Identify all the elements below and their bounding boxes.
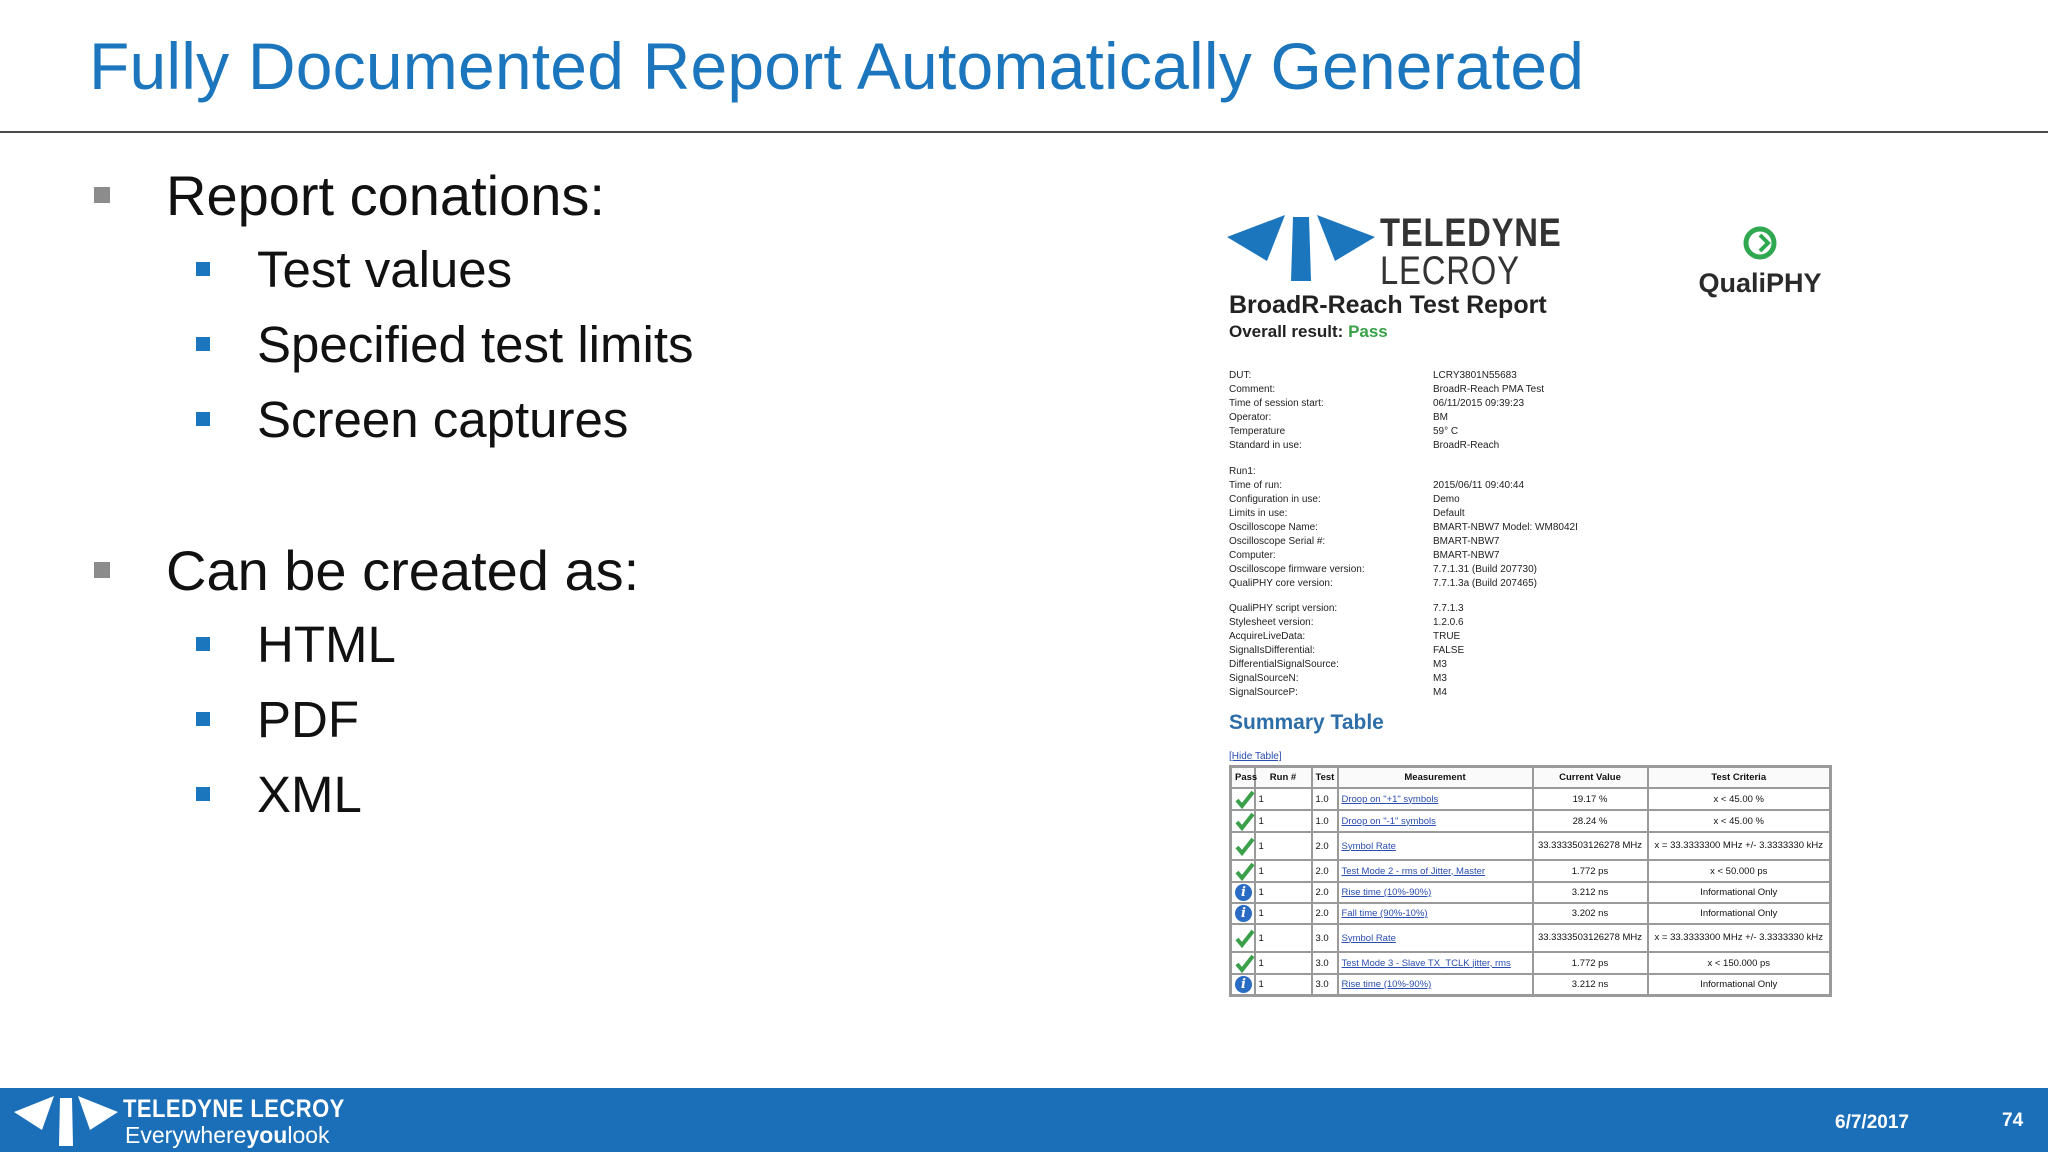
info-value: BroadR-Reach	[1433, 440, 1500, 451]
tagline-post: look	[287, 1122, 330, 1148]
sub-bullet-text: XML	[257, 766, 362, 823]
info-row	[1229, 602, 1733, 616]
sub-bullet-text: Specified test limits	[257, 316, 694, 373]
cell-value: 33.3333503126278 MHz	[1533, 832, 1648, 860]
info-value: FALSE	[1433, 645, 1465, 656]
report-info-session	[1229, 369, 1733, 453]
info-row	[1229, 521, 1733, 535]
report-brand-teledyne: TELEDYNE	[1380, 211, 1562, 255]
summary-table-title: Summary Table	[1229, 711, 1384, 734]
cell-value: 33.3333503126278 MHz	[1533, 924, 1648, 952]
info-key: SignalSourceP:	[1229, 687, 1298, 698]
table-header: Test	[1312, 767, 1338, 789]
info-key: Oscilloscope Serial #:	[1229, 536, 1326, 547]
info-key: Stylesheet version:	[1229, 617, 1314, 628]
table-row	[1231, 788, 1831, 810]
info-row	[1229, 425, 1733, 439]
cell-run: 1	[1255, 882, 1312, 903]
table-header: Pass	[1231, 767, 1255, 789]
info-value: 06/11/2015 09:39:23	[1433, 398, 1525, 409]
bullet-heading	[90, 160, 1140, 232]
cell-test: 3.0	[1312, 952, 1338, 974]
info-key: Oscilloscope Name:	[1229, 522, 1318, 533]
info-value: Default	[1433, 508, 1465, 519]
info-value: 7.7.1.3a (Build 207465)	[1433, 578, 1537, 589]
info-value: M3	[1433, 659, 1447, 670]
teledyne-logo-icon	[1227, 215, 1375, 281]
table-row	[1231, 924, 1831, 952]
info-key: AcquireLiveData:	[1229, 631, 1306, 642]
overall-value: Pass	[1348, 322, 1388, 341]
info-key: Operator:	[1229, 412, 1272, 423]
table-header: Test Criteria	[1648, 767, 1831, 789]
info-key: Standard in use:	[1229, 440, 1302, 451]
cell-value: 1.772 ps	[1533, 952, 1648, 974]
sub-bullet	[90, 382, 1140, 457]
footer-bar	[0, 1088, 2048, 1152]
cell-measurement[interactable]: Test Mode 3 - Slave TX_TCLK jitter, rms	[1338, 952, 1533, 974]
info-row	[1229, 616, 1733, 630]
bullet-heading-text: Report conations:	[166, 164, 605, 227]
tagline-bold: you	[246, 1122, 288, 1148]
bullet-heading	[90, 535, 1140, 607]
info-row	[1229, 549, 1733, 563]
table-row	[1231, 832, 1831, 860]
report-preview-image	[1225, 195, 1840, 1010]
table-row	[1231, 974, 1831, 996]
table-header: Measurement	[1338, 767, 1533, 789]
overall-label: Overall result:	[1229, 322, 1344, 341]
info-row	[1229, 507, 1733, 521]
info-row	[1229, 369, 1733, 383]
cell-run: 1	[1255, 924, 1312, 952]
cell-test: 2.0	[1312, 882, 1338, 903]
info-row	[1229, 630, 1733, 644]
info-row	[1229, 465, 1733, 479]
cell-criteria: Informational Only	[1648, 903, 1831, 924]
bullet-square-icon	[196, 337, 210, 351]
bullet-square-icon	[94, 562, 110, 578]
table-row	[1231, 952, 1831, 974]
cell-measurement[interactable]: Rise time (10%-90%)	[1338, 882, 1533, 903]
info-value: BMART-NBW7 Model: WM8042I	[1433, 522, 1578, 533]
footer-brand: TELEDYNE LECROY	[123, 1095, 345, 1123]
info-value: BM	[1433, 412, 1448, 423]
info-key: Limits in use:	[1229, 508, 1288, 519]
pass-check-icon	[1231, 924, 1255, 952]
sub-bullet	[90, 307, 1140, 382]
cell-test: 2.0	[1312, 832, 1338, 860]
cell-measurement[interactable]: Symbol Rate	[1338, 924, 1533, 952]
pass-check-icon	[1231, 860, 1255, 882]
info-value: 1.2.0.6	[1433, 617, 1464, 628]
info-key: DifferentialSignalSource:	[1229, 659, 1339, 670]
cell-run: 1	[1255, 974, 1312, 996]
title-divider	[0, 131, 2048, 133]
info-key: Comment:	[1229, 384, 1276, 395]
info-key: QualiPHY core version:	[1229, 578, 1333, 589]
sub-bullet	[90, 757, 1140, 832]
sub-bullet-text: PDF	[257, 691, 359, 748]
bullet-square-icon	[196, 787, 210, 801]
cell-value: 28.24 %	[1533, 810, 1648, 832]
info-key: SignalIsDifferential:	[1229, 645, 1315, 656]
info-value: 59° C	[1433, 426, 1459, 437]
info-row	[1229, 439, 1733, 453]
sub-bullet	[90, 682, 1140, 757]
cell-test: 1.0	[1312, 788, 1338, 810]
pass-check-icon	[1231, 810, 1255, 832]
info-value: M3	[1433, 673, 1447, 684]
info-key: Configuration in use:	[1229, 494, 1321, 505]
report-info-script	[1229, 602, 1733, 700]
info-row	[1229, 397, 1733, 411]
info-value: BroadR-Reach PMA Test	[1433, 384, 1544, 395]
report-info-run	[1229, 465, 1733, 591]
info-key: DUT:	[1229, 370, 1252, 381]
info-key: Time of run:	[1229, 480, 1282, 491]
pass-check-icon	[1231, 788, 1255, 810]
info-key: Oscilloscope firmware version:	[1229, 564, 1365, 575]
info-row	[1229, 563, 1733, 577]
info-row	[1229, 535, 1733, 549]
sub-bullet-text: Test values	[257, 241, 513, 298]
bullet-square-icon	[94, 187, 110, 203]
info-value	[1433, 465, 1733, 479]
report-title: BroadR-Reach Test Report	[1229, 291, 1547, 319]
table-row	[1231, 860, 1831, 882]
sub-bullet-text: HTML	[257, 616, 396, 673]
info-icon: i	[1231, 882, 1255, 903]
bullet-square-icon	[196, 262, 210, 276]
footer-tagline	[125, 1122, 330, 1149]
cell-criteria: x < 50.000 ps	[1648, 860, 1831, 882]
report-brand-lecroy: LECROY	[1380, 249, 1520, 293]
page-number: 74	[2002, 1110, 2024, 1131]
cell-run: 1	[1255, 903, 1312, 924]
cell-measurement[interactable]: Symbol Rate	[1338, 832, 1533, 860]
info-key: Temperature	[1229, 426, 1286, 437]
info-value: 7.7.1.3	[1433, 603, 1464, 614]
info-icon: i	[1231, 903, 1255, 924]
bullet-heading-text: Can be created as:	[166, 539, 640, 602]
info-icon: i	[1231, 974, 1255, 996]
table-header: Run #	[1255, 767, 1312, 789]
cell-measurement[interactable]: Fall time (90%-10%)	[1338, 903, 1533, 924]
info-row	[1229, 644, 1733, 658]
info-value: LCRY3801N55683	[1433, 370, 1517, 381]
info-row	[1229, 686, 1733, 700]
slide-title: Fully Documented Report Automatically Generated	[89, 29, 1585, 103]
cell-run: 1	[1255, 832, 1312, 860]
info-row	[1229, 411, 1733, 425]
info-value: BMART-NBW7	[1433, 536, 1500, 547]
info-row	[1229, 658, 1733, 672]
cell-criteria: Informational Only	[1648, 882, 1831, 903]
sub-bullet-text: Screen captures	[257, 391, 629, 448]
cell-measurement[interactable]: Test Mode 2 - rms of Jitter, Master	[1338, 860, 1533, 882]
sub-bullet	[90, 607, 1140, 682]
bullet-list	[90, 160, 1140, 832]
cell-measurement[interactable]: Droop on "+1" symbols	[1338, 788, 1533, 810]
footer-logo-icon	[14, 1096, 118, 1146]
cell-run: 1	[1255, 860, 1312, 882]
tagline-pre: Everywhere	[125, 1122, 247, 1148]
cell-value: 3.212 ns	[1533, 974, 1648, 996]
cell-criteria: x < 150.000 ps	[1648, 952, 1831, 974]
cell-test: 2.0	[1312, 860, 1338, 882]
info-value: TRUE	[1433, 631, 1461, 642]
info-key: Time of session start:	[1229, 398, 1324, 409]
info-value: 7.7.1.31 (Build 207730)	[1433, 564, 1537, 575]
qualiphy-logo-text: QualiPHY	[1698, 268, 1822, 298]
cell-value: 3.202 ns	[1533, 903, 1648, 924]
hide-table-link[interactable]: [Hide Table]	[1229, 751, 1282, 762]
pass-check-icon	[1231, 832, 1255, 860]
table-row	[1231, 810, 1831, 832]
cell-criteria: x < 45.00 %	[1648, 788, 1831, 810]
sub-bullet	[90, 232, 1140, 307]
bullet-square-icon	[196, 637, 210, 651]
cell-value: 1.772 ps	[1533, 860, 1648, 882]
cell-criteria: Informational Only	[1648, 974, 1831, 996]
cell-test: 1.0	[1312, 810, 1338, 832]
cell-value: 3.212 ns	[1533, 882, 1648, 903]
bullet-square-icon	[196, 412, 210, 426]
table-row	[1231, 882, 1831, 903]
info-row	[1229, 672, 1733, 686]
bullet-square-icon	[196, 712, 210, 726]
info-row	[1229, 479, 1733, 493]
info-row	[1229, 577, 1733, 591]
cell-test: 3.0	[1312, 974, 1338, 996]
footer-date: 6/7/2017	[1835, 1112, 1909, 1133]
pass-check-icon	[1231, 952, 1255, 974]
info-row	[1229, 493, 1733, 507]
info-row	[1229, 383, 1733, 397]
qualiphy-logo	[1685, 225, 1835, 299]
cell-measurement[interactable]: Droop on "-1" symbols	[1338, 810, 1533, 832]
cell-test: 2.0	[1312, 903, 1338, 924]
info-key: QualiPHY script version:	[1229, 603, 1338, 614]
cell-measurement[interactable]: Rise time (10%-90%)	[1338, 974, 1533, 996]
cell-run: 1	[1255, 952, 1312, 974]
table-header: Current Value	[1533, 767, 1648, 789]
info-value: M4	[1433, 687, 1447, 698]
info-value: 2015/06/11 09:40:44	[1433, 480, 1525, 491]
qualiphy-swirl-icon	[1742, 225, 1778, 261]
cell-test: 3.0	[1312, 924, 1338, 952]
cell-value: 19.17 %	[1533, 788, 1648, 810]
cell-criteria: x = 33.3333300 MHz +/- 3.3333330 kHz	[1648, 832, 1831, 860]
info-key: Run1:	[1229, 466, 1256, 477]
report-overall-result	[1229, 322, 1388, 342]
info-value: Demo	[1433, 494, 1460, 505]
info-key: SignalSourceN:	[1229, 673, 1299, 684]
summary-table	[1229, 765, 1832, 997]
table-row	[1231, 903, 1831, 924]
cell-run: 1	[1255, 788, 1312, 810]
cell-run: 1	[1255, 810, 1312, 832]
info-value: BMART-NBW7	[1433, 550, 1500, 561]
cell-criteria: x = 33.3333300 MHz +/- 3.3333330 kHz	[1648, 924, 1831, 952]
info-key: Computer:	[1229, 550, 1276, 561]
cell-criteria: x < 45.00 %	[1648, 810, 1831, 832]
